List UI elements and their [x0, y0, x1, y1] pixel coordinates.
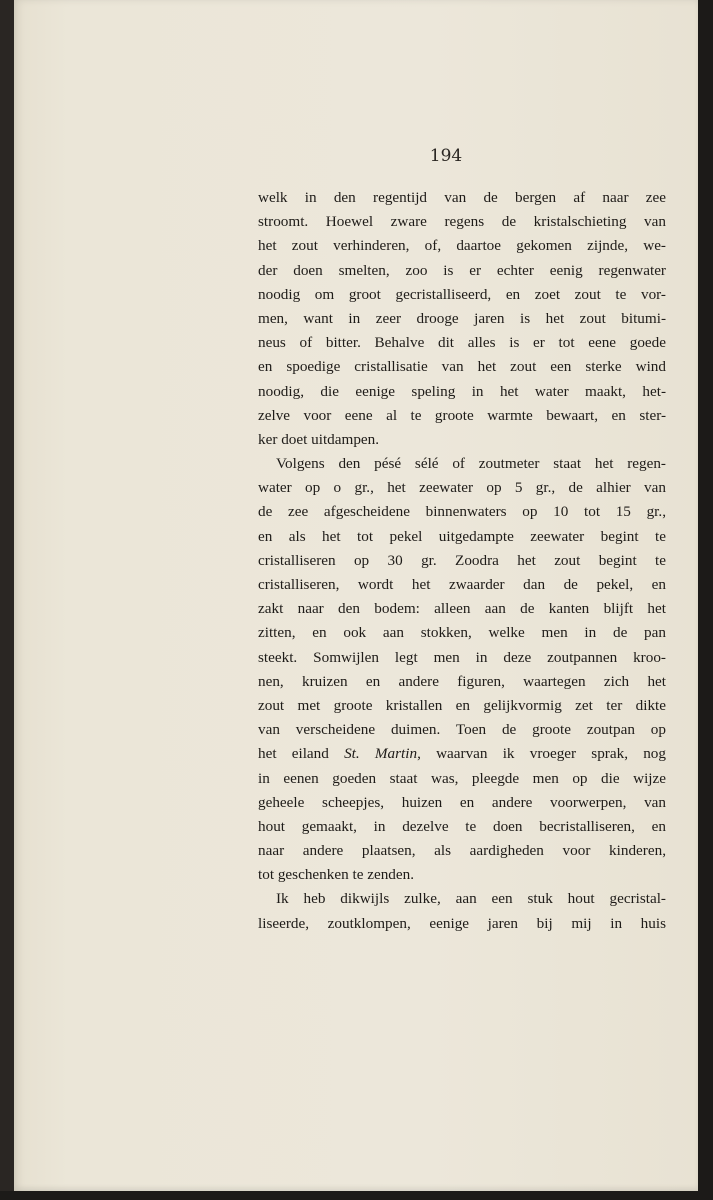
- page-edge-right: [698, 0, 713, 1200]
- text-line: steekt. Somwijlen legt men in deze zoutpannen kroo-: [258, 648, 666, 666]
- text-line: en spoedige cristallisatie van het zout een sterke wind: [258, 358, 666, 376]
- text-line: geheele scheepjes, huizen en andere voorwerpen, van: [258, 793, 666, 811]
- text-line: welk in den regentijd van de bergen af naar zee: [258, 189, 666, 206]
- text-line: zakt naar den bodem: alleen aan de kanten blijft het: [258, 600, 666, 618]
- text-line: zelve voor eene al te groote warmte bewaart, en ster-: [258, 406, 666, 424]
- text-line: neus of bitter. Behalve dit alles is er tot eene goede: [258, 334, 666, 352]
- page-edge-bottom: [0, 1191, 713, 1200]
- text-line: in eenen goeden staat was, pleegde men op die wijze: [258, 769, 666, 787]
- text-line: naar andere plaatsen, als aardigheden voor kinderen,: [258, 842, 666, 860]
- text-segment: , waarvan ik vroeger sprak, nog: [417, 745, 666, 763]
- text-line: nen, kruizen en andere figuren, waartegen zich het: [258, 672, 666, 690]
- text-line: water op o gr., het zeewater op 5 gr., de alhier van: [258, 479, 666, 497]
- text-line: [258, 742, 666, 766]
- text-line: zitten, en ook aan stokken, welke men in de pan: [258, 624, 666, 642]
- text-line: hout gemaakt, in dezelve te doen becristalliseren, en: [258, 817, 666, 835]
- text-line: cristalliseren, wordt het zwaarder dan de pekel, en: [258, 576, 666, 593]
- text-line: en als het tot pekel uitgedampte zeewater begint te: [258, 527, 666, 545]
- page-number: 194: [429, 146, 463, 166]
- text-line: cristalliseren op 30 gr. Zoodra het zout begint te: [258, 551, 666, 569]
- body-text: [258, 186, 666, 936]
- text-line: liseerde, zoutklompen, eenige jaren bij mij in huis: [258, 914, 666, 932]
- text-line: stroomt. Hoewel zware regens de kristalschieting van: [258, 213, 666, 231]
- text-line: van verscheidene duimen. Toen de groote zoutpan op: [258, 721, 666, 739]
- text-line: het zout verhinderen, of, daartoe gekomen zijnde, we-: [258, 237, 666, 255]
- text-line: men, want in zeer drooge jaren is het zout bitumi-: [258, 309, 666, 327]
- text-line: noodig om groot gecristalliseerd, en zoet zout te vor-: [258, 285, 666, 303]
- text-line: der doen smelten, zoo is er echter eenig regenwater: [258, 261, 666, 279]
- text-segment: het eiland: [258, 745, 345, 763]
- text-line: Ik heb dikwijls zulke, aan een stuk hout gecristal-: [276, 890, 666, 908]
- text-line: noodig, die eenige speling in het water maakt, het-: [258, 382, 666, 400]
- text-line: tot geschenken te zenden.: [258, 866, 415, 884]
- text-line: ker doet uitdampen.: [258, 430, 380, 448]
- text-line: de zee afgescheidene binnenwaters op 10 tot 15 gr.,: [258, 503, 666, 521]
- italic-place-name: St. Martin: [344, 745, 418, 763]
- text-line: zout met groote kristallen en gelijkvormig zet ter dikte: [258, 696, 666, 714]
- text-line: Volgens den pésé sélé of zoutmeter staat het regen-: [276, 455, 666, 473]
